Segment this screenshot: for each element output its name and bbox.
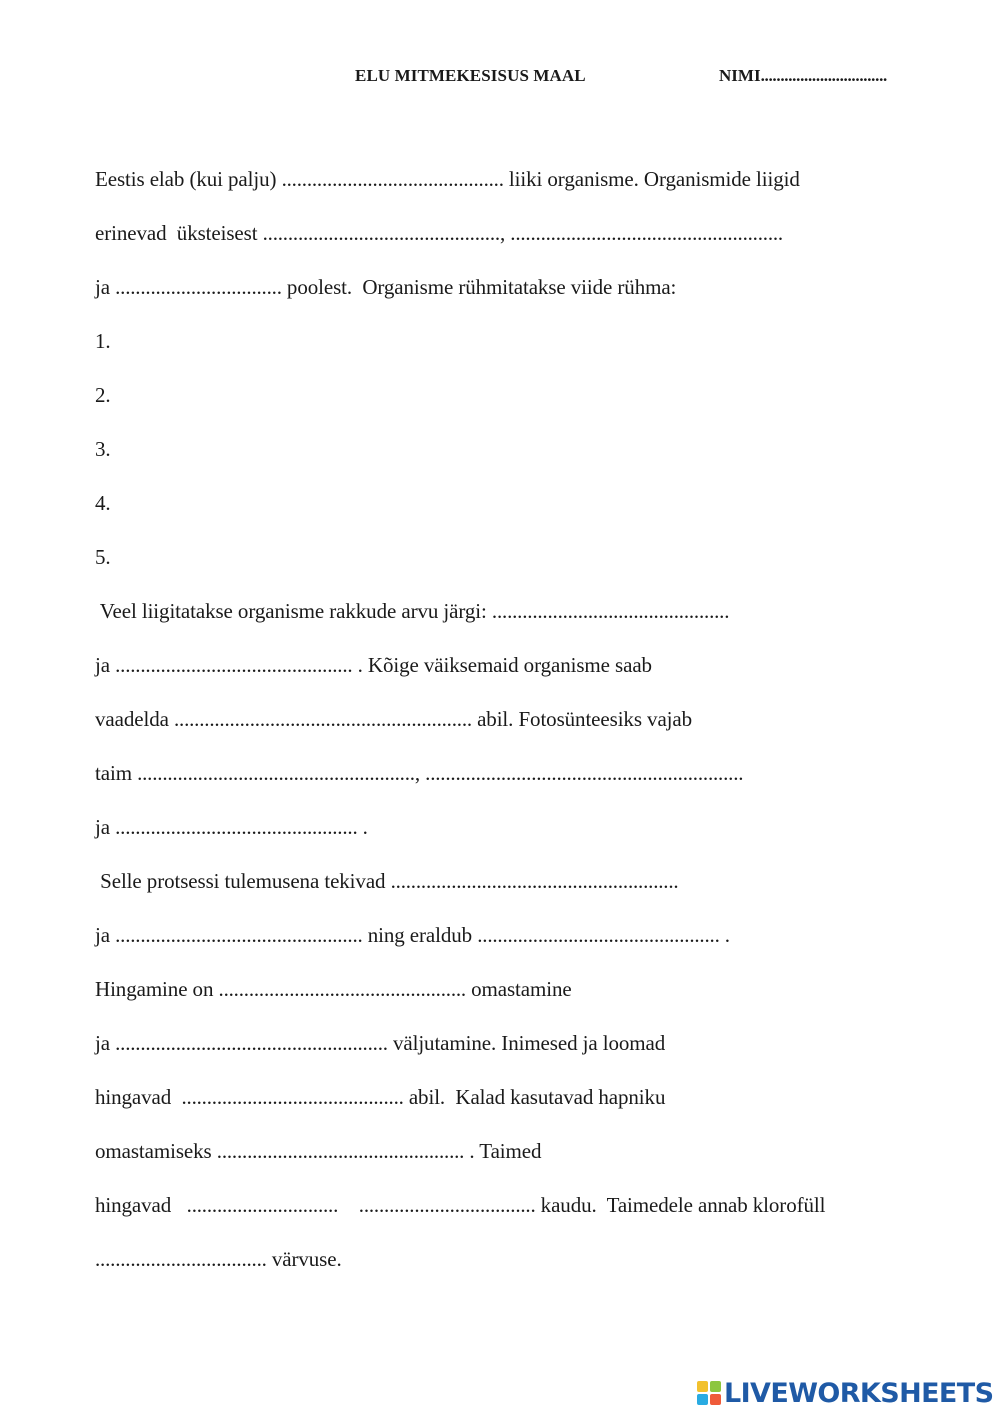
line-text: , xyxy=(414,761,426,785)
worksheet-title: ELU MITMEKESISUS MAAL xyxy=(355,66,586,85)
worksheet-line xyxy=(95,1030,665,1056)
line-text: 2. xyxy=(95,383,111,407)
answer-blank[interactable]: ............................................ xyxy=(281,167,504,191)
answer-blank[interactable]: ............................................... xyxy=(262,221,500,245)
line-text xyxy=(338,1193,359,1217)
answer-blank[interactable]: ................................................ xyxy=(477,923,720,947)
logo-tile xyxy=(697,1394,708,1405)
worksheet-line xyxy=(95,868,678,894)
line-text: . xyxy=(357,815,368,839)
worksheet-line xyxy=(95,652,652,678)
line-text: väljutamine. Inimesed ja loomad xyxy=(387,1031,666,1055)
line-text: 1. xyxy=(95,329,111,353)
worksheet-line xyxy=(95,1192,825,1218)
worksheet-line xyxy=(95,598,729,624)
worksheet-header xyxy=(0,66,1000,90)
worksheet-line xyxy=(95,166,800,192)
worksheet-line xyxy=(95,814,368,840)
worksheet-line xyxy=(95,1084,665,1110)
logo-tile xyxy=(710,1381,721,1392)
answer-blank[interactable]: ............................................ xyxy=(181,1085,404,1109)
answer-blank[interactable]: ................................................ xyxy=(115,815,358,839)
answer-blank[interactable]: ................................................. xyxy=(216,1139,465,1163)
name-field-row xyxy=(719,66,887,86)
worksheet-line xyxy=(95,490,111,516)
answer-blank[interactable]: ................................................. xyxy=(218,977,466,1001)
worksheet-line xyxy=(95,1138,541,1164)
line-text: Hingamine on xyxy=(95,977,219,1001)
line-text: . Taimed xyxy=(464,1139,542,1163)
line-text: Veel liigitatakse organisme rakkude arvu järgi: xyxy=(95,599,492,623)
worksheet-line xyxy=(95,706,692,732)
line-text: ja xyxy=(95,1031,116,1055)
line-text: värvuse. xyxy=(266,1247,342,1271)
line-text: ning eraldub xyxy=(362,923,478,947)
line-text: ja xyxy=(95,923,116,947)
liveworksheets-logo-text: LIVEWORKSHEETS xyxy=(724,1377,994,1409)
line-text: . xyxy=(719,923,730,947)
answer-blank[interactable]: .............................. xyxy=(186,1193,339,1217)
worksheet-line xyxy=(95,1246,342,1272)
line-text: vaadelda xyxy=(95,707,174,731)
line-text: 4. xyxy=(95,491,111,515)
worksheet-line xyxy=(95,544,111,570)
worksheet-line xyxy=(95,760,743,786)
name-label: NIMI xyxy=(719,66,761,85)
answer-blank[interactable]: ...................................................... xyxy=(115,1031,388,1055)
line-text: ja xyxy=(95,275,116,299)
logo-tile xyxy=(697,1381,708,1392)
answer-blank[interactable]: ............................................................... xyxy=(425,761,744,785)
line-text: Eestis elab (kui palju) xyxy=(95,167,282,191)
line-text: kaudu. Taimedele annab klorofüll xyxy=(535,1193,826,1217)
answer-blank[interactable]: .................................. xyxy=(95,1247,267,1271)
worksheet-line xyxy=(95,220,783,246)
worksheet-line xyxy=(95,436,111,462)
line-text: 3. xyxy=(95,437,111,461)
line-text: omastamiseks xyxy=(95,1139,217,1163)
worksheet-line xyxy=(95,328,111,354)
line-text: taim xyxy=(95,761,138,785)
answer-blank[interactable]: ............................................... xyxy=(491,599,730,623)
line-text: ja xyxy=(95,653,116,677)
line-text: abil. Fotosünteesiks vajab xyxy=(471,707,693,731)
worksheet-line xyxy=(95,976,572,1002)
liveworksheets-logo-icon xyxy=(697,1381,721,1405)
line-text: hingavad xyxy=(95,1085,182,1109)
line-text: poolest. Organisme rühmitatakse viide rühma: xyxy=(281,275,677,299)
worksheet-line xyxy=(95,274,676,300)
answer-blank[interactable]: ................................... xyxy=(358,1193,536,1217)
line-text: Selle protsessi tulemusena tekivad xyxy=(95,869,391,893)
line-text: liiki organisme. Organismide liigid xyxy=(503,167,800,191)
line-text: . Kõige väiksemaid organisme saab xyxy=(352,653,652,677)
line-text: omastamine xyxy=(465,977,572,1001)
line-text: hingavad xyxy=(95,1193,187,1217)
answer-blank[interactable]: ................................. xyxy=(115,275,282,299)
worksheet-line xyxy=(95,922,730,948)
line-text: ja xyxy=(95,815,116,839)
worksheet-line xyxy=(95,382,111,408)
name-input-dots[interactable]: ................................ xyxy=(760,66,887,85)
line-text: 5. xyxy=(95,545,111,569)
line-text: erinevad üksteisest xyxy=(95,221,263,245)
answer-blank[interactable]: ............................................... xyxy=(115,653,353,677)
answer-blank[interactable]: ................................................. xyxy=(115,923,363,947)
answer-blank[interactable]: ....................................................... xyxy=(137,761,415,785)
line-text: , xyxy=(499,221,511,245)
line-text: abil. Kalad kasutavad hapniku xyxy=(403,1085,666,1109)
answer-blank[interactable]: ......................................................... xyxy=(390,869,679,893)
logo-tile xyxy=(710,1394,721,1405)
answer-blank[interactable]: ...................................................... xyxy=(510,221,783,245)
liveworksheets-watermark xyxy=(697,1378,993,1408)
answer-blank[interactable]: ........................................................... xyxy=(173,707,472,731)
